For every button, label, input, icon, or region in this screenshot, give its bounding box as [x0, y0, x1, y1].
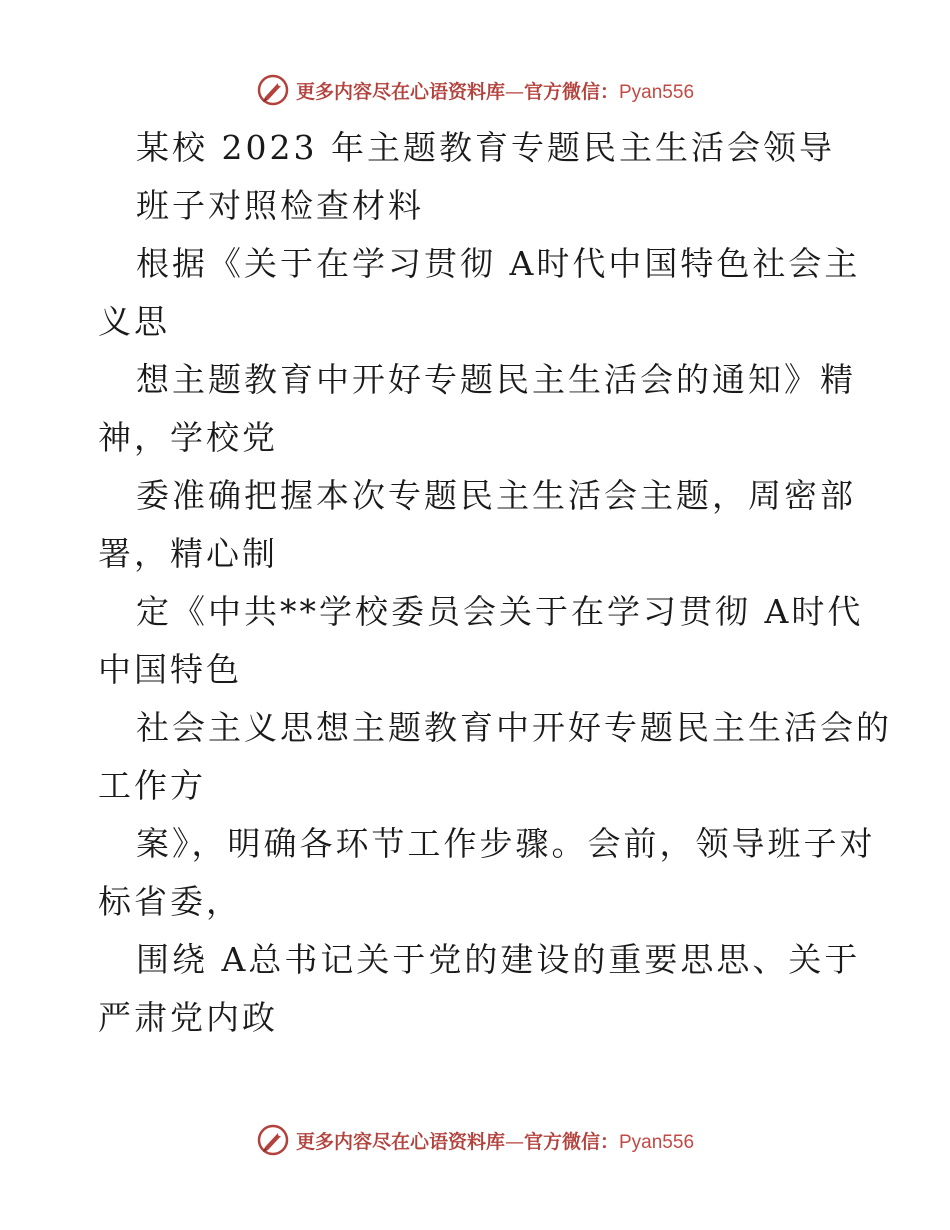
pen-logo-icon	[256, 73, 290, 107]
banner-dash: —	[504, 1130, 524, 1153]
doc-paragraph-line: 工作方	[98, 766, 206, 805]
banner-wechat-label: 官方微信：	[523, 1130, 619, 1153]
doc-paragraph-line: 标省委，	[98, 882, 242, 921]
banner-wechat-id: Pyan556	[619, 81, 695, 103]
doc-paragraph-line: 神，学校党	[98, 418, 278, 457]
banner-text	[296, 77, 694, 104]
doc-paragraph-line: 案》，明确各环节工作步骤。会前，领导班子对	[136, 824, 876, 863]
doc-paragraph-line: 社会主义思想主题教育中开好专题民主生活会的	[136, 708, 892, 747]
doc-paragraph-line: 委准确把握本次专题民主生活会主题，周密部	[136, 476, 856, 515]
doc-paragraph-line: 中国特色	[98, 650, 242, 689]
doc-paragraph-line: 围绕 A总书记关于党的建设的重要思思、关于	[136, 940, 861, 979]
footer-banner	[0, 1120, 950, 1160]
doc-title-line-1: 某校 2023 年主题教育专题民主生活会领导	[136, 128, 835, 167]
header-banner	[0, 70, 950, 110]
banner-title: 更多内容尽在心语资料库	[295, 1130, 505, 1153]
banner-wechat-label: 官方微信：	[523, 80, 619, 103]
doc-paragraph-line: 严肃党内政	[98, 998, 278, 1037]
doc-paragraph-line: 署，精心制	[98, 534, 278, 573]
doc-paragraph-line: 定《中共**学校委员会关于在学习贯彻 A时代	[136, 592, 864, 631]
banner-text	[296, 1127, 694, 1154]
doc-paragraph-line: 想主题教育中开好专题民主生活会的通知》精	[136, 360, 856, 399]
doc-paragraph-line: 义思	[98, 302, 170, 341]
banner-title: 更多内容尽在心语资料库	[295, 80, 505, 103]
banner-dash: —	[504, 80, 524, 103]
doc-title-line-2: 班子对照检查材料	[136, 186, 424, 225]
pen-logo-icon	[256, 1123, 290, 1157]
doc-paragraph-line: 根据《关于在学习贯彻 A时代中国特色社会主	[136, 244, 861, 283]
banner-wechat-id: Pyan556	[619, 1131, 695, 1153]
